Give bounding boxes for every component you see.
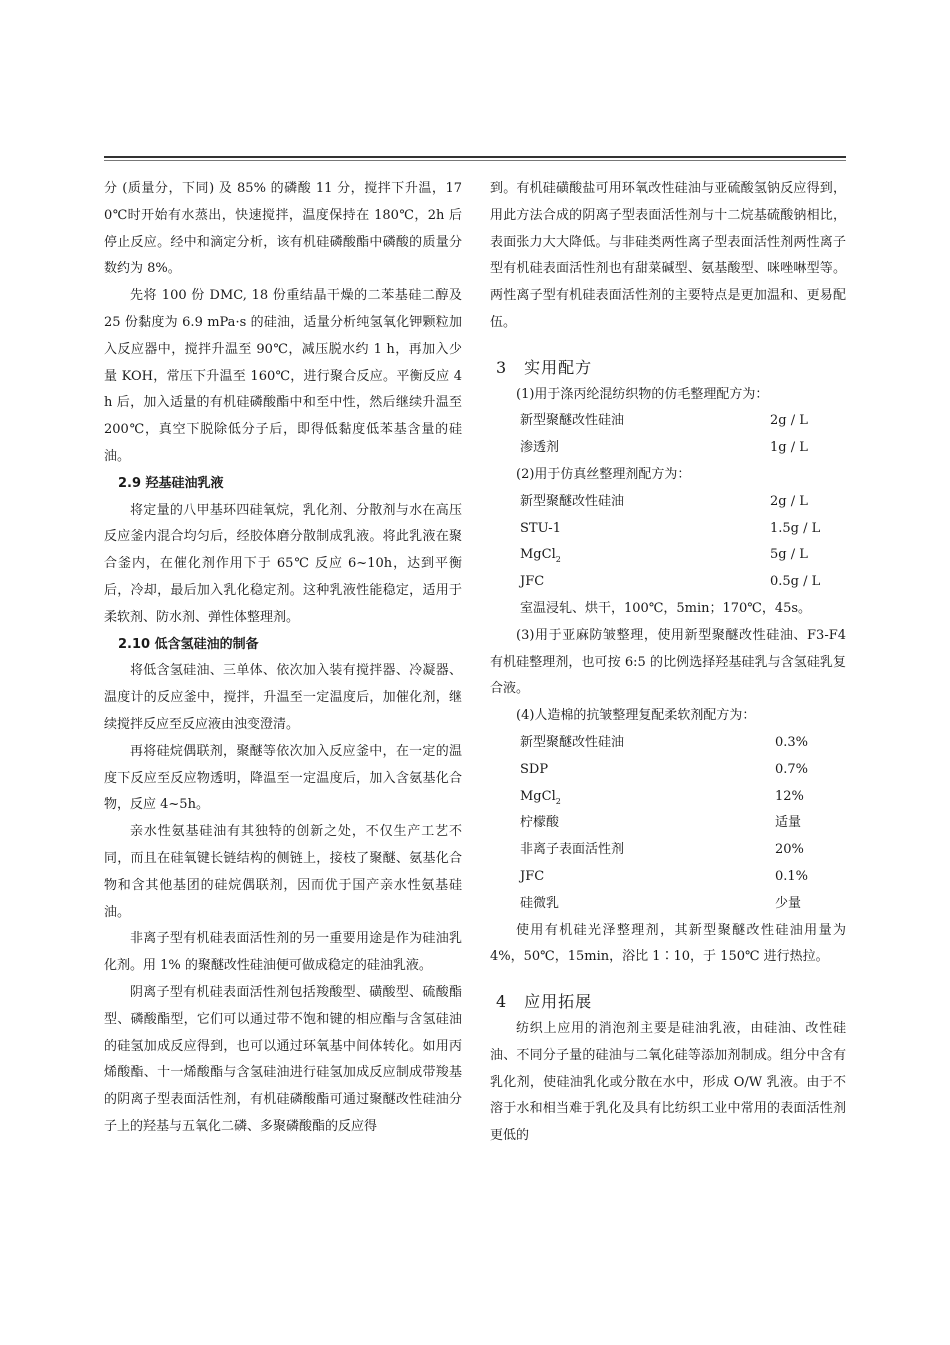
paragraph: 分 (质量分，下同) 及 85% 的磷酸 11 分，搅拌下升温，170℃时开始有水蒸出，快速搅拌，温度保持在 180℃，2h 后停止反应。经中和滴定分析，该有机硅磷酸酯中磷酸的质量分数约为 8%。 xyxy=(104,181,462,277)
formula-list-2 xyxy=(490,489,846,596)
paragraph: 纺织上应用的消泡剂主要是硅油乳液，由硅油、改性硅油、不同分子量的硅油与二氧化硅等添加剂制成。组分中含有乳化剂，使硅油乳化或分散在水中，形成 O/W 乳液。由于不溶于水和相当难于乳化及具有比纺织工业中常用的表面活性剂更低的 xyxy=(490,1020,846,1144)
formula-item: MgCl$_2$ 5g / L xyxy=(520,547,808,565)
formula-title-1: (1)用于涤丙纶混纺织物的仿毛整理配方为： xyxy=(516,386,769,402)
formula-item: JFC 0.1% xyxy=(520,868,809,884)
formula-item: 渗透剂 1g / L xyxy=(520,440,808,456)
formula-3: (3)用于亚麻防皱整理，使用新型聚醚改性硅油、F3-F4 有机硅整理剂，也可按 6:5 的比例选择羟基硅乳与含氢硅乳复合液。 xyxy=(490,627,846,697)
paragraph: 阴离子型有机硅表面活性剂包括羧酸型、磺酸型、硫酸酯型、磷酸酯型，它们可以通过带不饱和键的相应酯与含氢硅油的硅氢加成反应得到，也可以通过环氧基中间体转化。如用丙烯酸酯、十一烯酸酯与含氢硅油进行硅氢加成反应制成带羧基的阴离子型表面活性剂，有机硅磷酸酯可通过聚醚改性硅油分子上的羟基与五氧化二磷、多聚磷酸酯的反应得 xyxy=(104,984,462,1134)
paragraph: 使用有机硅光泽整理剂，其新型聚醚改性硅油用量为 4%，50℃，15min，浴比 1∶10，于 150℃ 进行热拉。 xyxy=(490,922,846,965)
formula-item: 新型聚醚改性硅油 2g / L xyxy=(520,413,808,429)
section-heading-4: 4 应用拓展 xyxy=(496,992,593,1012)
formula-item: 新型聚醚改性硅油 2g / L xyxy=(520,493,808,509)
formula-item: STU-1 1.5g / L xyxy=(520,520,821,536)
section-heading-2-10: 2.10 低含氢硅油的制备 xyxy=(118,636,259,652)
paragraph: 再将硅烷偶联剂，聚醚等依次加入反应釜中，在一定的温度下反应至反应物透明，降温至一定温度后，加入含氨基化合物，反应 4~5h。 xyxy=(104,743,462,813)
formula-title-2: (2)用于仿真丝整理剂配方为： xyxy=(516,466,691,482)
right-column xyxy=(490,176,846,1150)
formula-item: 非离子表面活性剂 20% xyxy=(520,842,804,858)
header-rule-thin xyxy=(104,160,846,161)
formula-list-4 xyxy=(490,730,846,918)
formula-process: 室温浸轧、烘干，100℃，5min；170℃，45s。 xyxy=(520,600,812,616)
paragraph: 非离子型有机硅表面活性剂的另一重要用途是作为硅油乳化剂。用 1% 的聚醚改性硅油便可做成稳定的硅油乳液。 xyxy=(104,931,462,974)
section-heading-2-9: 2.9 羟基硅油乳液 xyxy=(118,475,224,491)
formula-title-4: (4)人造棉的抗皱整理复配柔软剂配方为： xyxy=(516,708,756,724)
paragraph: 先将 100 份 DMC, 18 份重结晶干燥的二苯基硅二醇及 25 份黏度为 6.9 mPa·s 的硅油，适量分析纯氢氧化钾颗粒加入反应器中，搅拌升温至 90℃，减压脱水约 1 h，再加入少量 KOH，常压下升温至 160℃，进行聚合反应。平衡反应 4h 后，加入适量的有机硅磷酸酯中和至中性，然后继续升温至 200℃，真空下脱除低分子后，即得低黏度低苯基含量的硅油。 xyxy=(104,288,462,464)
left-column xyxy=(104,176,462,1141)
formula-list-1 xyxy=(490,408,846,462)
formula-item: 硅微乳 少量 xyxy=(520,895,802,911)
paragraph: 将低含氢硅油、三单体、依次加入装有搅拌器、冷凝器、温度计的反应釜中，搅拌，升温至一定温度后，加催化剂，继续搅拌反应至反应液由浊变澄清。 xyxy=(104,663,462,732)
formula-item: 柠檬酸 适量 xyxy=(520,815,802,831)
section-heading-3: 3 实用配方 xyxy=(496,357,593,377)
paragraph: 到。有机硅磺酸盐可用环氧改性硅油与亚硫酸氢钠反应得到，用此方法合成的阴离子型表面活性剂与十二烷基硫酸钠相比，表面张力大大降低。与非硅类两性离子型表面活性剂两性离子型有机硅表面活性剂也有甜菜碱型、氨基酸型、咪唑啉型等。两性离子型有机硅表面活性剂的主要特点是更加温和、更易配伍。 xyxy=(490,181,846,330)
formula-item: MgCl$_2$ 12% xyxy=(520,788,804,806)
formula-item: 新型聚醚改性硅油 0.3% xyxy=(520,734,809,750)
formula-item: SDP 0.7% xyxy=(520,761,809,777)
paragraph: 将定量的八甲基环四硅氧烷，乳化剂、分散剂与水在高压反应釜内混合均匀后，经胶体磨分散制成乳液。将此乳液在聚合釜内，在催化剂作用下于 65℃ 反应 6~10h，达到平衡后，冷却，最后加入乳化稳定剂。这种乳液性能稳定，适用于柔软剂、防水剂、弹性体整理剂。 xyxy=(104,502,462,625)
formula-item: JFC 0.5g / L xyxy=(520,574,821,590)
paragraph: 亲水性氨基硅油有其独特的创新之处，不仅生产工艺不同，而且在硅氧键长链结构的侧链上，接枝了聚醚、氨基化合物和含其他基团的硅烷偶联剂，因而优于国产亲水性氨基硅油。 xyxy=(104,824,462,920)
header-rule xyxy=(104,156,846,158)
